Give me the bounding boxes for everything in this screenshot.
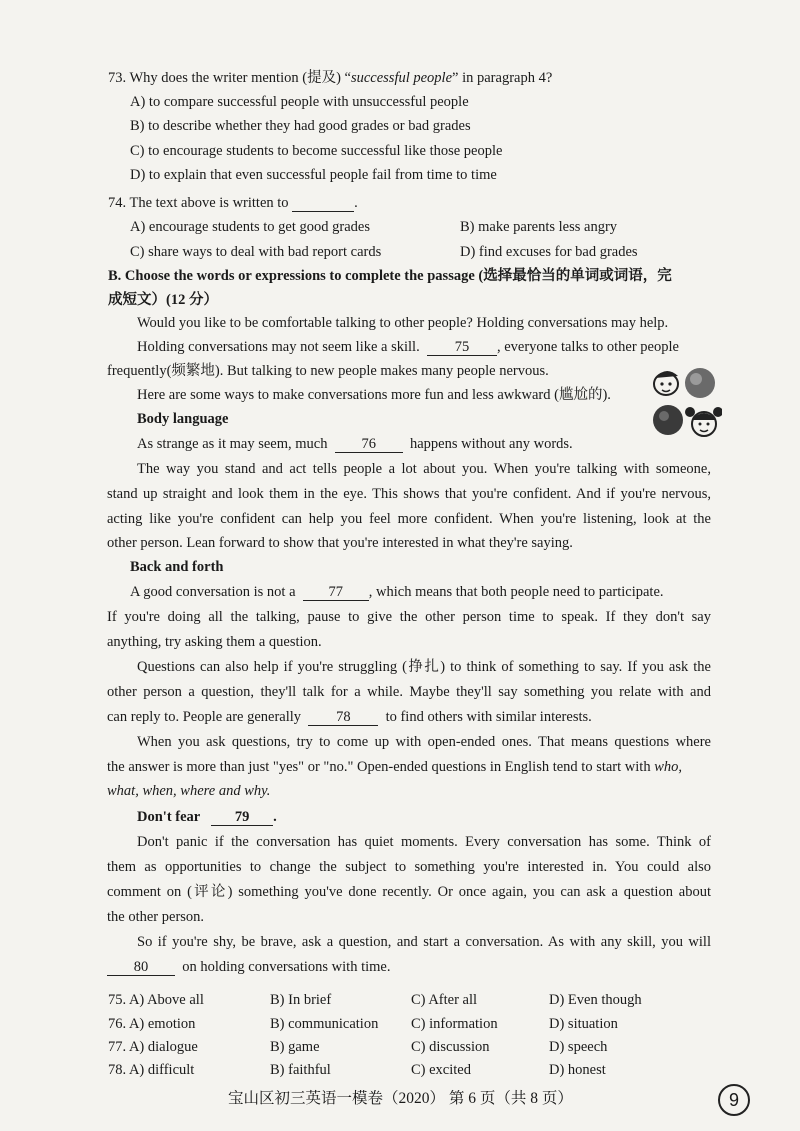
passage-p3: Here are some ways to make conversations more fun and less awkward (尴尬的). bbox=[137, 387, 611, 403]
blank-78: 78 bbox=[308, 709, 378, 726]
passage-p8-line3: what, when, where and why. bbox=[107, 783, 271, 799]
choice-78-b: B) faithful bbox=[270, 1062, 331, 1078]
blank-80: 80 bbox=[107, 959, 175, 976]
boy-face-icon bbox=[652, 366, 718, 400]
blank-77: 77 bbox=[303, 584, 369, 601]
passage-p7-line3: can reply to. People are generally 78 to find others with similar interests. bbox=[107, 709, 592, 725]
q74-option-b: B) make parents less angry bbox=[460, 219, 618, 235]
q74-stem: 74. The text above is written to . bbox=[108, 195, 358, 211]
choice-78-c: C) excited bbox=[411, 1062, 471, 1078]
passage-p8-line2: the answer is more than just "yes" or "no." Open-ended questions in English tend to start with who, bbox=[107, 759, 682, 775]
passage-p7-line1: Questions can also help if you're struggling (挣扎) to think of something to say. If you ask the bbox=[137, 659, 711, 675]
passage-p9-line1: Don't panic if the conversation has quiet moments. Every conversation has some. Think of bbox=[137, 834, 711, 850]
passage-p5-line2: stand up straight and look them in the eye. This shows that you're confident. And if you're nervous, bbox=[107, 486, 711, 502]
blank-79: 79 bbox=[211, 809, 273, 826]
q73-stem: 73. Why does the writer mention (提及) “successful people” in paragraph 4? bbox=[108, 70, 553, 86]
passage-p5-line4: other person. Lean forward to show that you're interested in what they're saying. bbox=[107, 535, 573, 551]
passage-p10-line2: 80 on holding conversations with time. bbox=[107, 957, 390, 977]
heading-body-language: Body language bbox=[137, 411, 229, 427]
blank-76: 76 bbox=[335, 436, 403, 453]
girl-face-icon bbox=[652, 402, 722, 440]
passage-p6-line3: anything, try asking them a question. bbox=[107, 634, 322, 650]
choice-77-b: B) game bbox=[270, 1039, 320, 1055]
choice-76-b: B) communication bbox=[270, 1016, 379, 1032]
choice-78-a: 78. A) difficult bbox=[108, 1062, 195, 1078]
choice-76-a: 76. A) emotion bbox=[108, 1016, 196, 1032]
passage-p8-line1: When you ask questions, try to come up with open-ended ones. That means questions where bbox=[137, 734, 711, 750]
passage-p9-line3: comment on (评论) something you've done recently. Or once again, you can ask a question about bbox=[107, 884, 711, 900]
choice-78-d: D) honest bbox=[549, 1062, 606, 1078]
passage-p5-line1: The way you stand and act tells people a lot about you. When you're talking with someone, bbox=[137, 461, 711, 477]
choice-75-d: D) Even though bbox=[549, 992, 642, 1008]
q73-option-a: A) to compare successful people with unsuccessful people bbox=[130, 94, 469, 110]
passage-p2: Holding conversations may not seem like a skill. 75 , everyone talks to other people bbox=[137, 339, 679, 355]
q74-option-d: D) find excuses for bad grades bbox=[460, 244, 638, 260]
passage-p9-line4: the other person. bbox=[107, 909, 205, 925]
q74-option-a: A) encourage students to get good grades bbox=[130, 219, 370, 235]
choice-76-c: C) information bbox=[411, 1016, 498, 1032]
choice-77-c: C) discussion bbox=[411, 1039, 490, 1055]
q73-option-b: B) to describe whether they had good grades or bad grades bbox=[130, 118, 471, 134]
section-b-heading-line2: 成短文）(12 分） bbox=[108, 292, 218, 308]
q74-blank bbox=[292, 195, 354, 212]
choice-77-a: 77. A) dialogue bbox=[108, 1039, 198, 1055]
passage-p9-line2: them as opportunities to change the subject to something you're interested in. You could also bbox=[107, 859, 711, 875]
heading-dont-fear: Don't fear 79 . bbox=[137, 809, 277, 825]
choice-75-a: 75. A) Above all bbox=[108, 992, 204, 1008]
passage-p4: As strange as it may seem, much 76 happens without any words. bbox=[137, 436, 573, 452]
blank-75: 75 bbox=[427, 339, 497, 356]
passage-p2-cont: frequently(频繁地). But talking to new people makes many people nervous. bbox=[107, 363, 549, 379]
section-b-heading-line1: B. Choose the words or expressions to complete the passage (选择最恰当的单词或词语，完 bbox=[108, 268, 672, 284]
choice-77-d: D) speech bbox=[549, 1039, 608, 1055]
q74-option-c: C) share ways to deal with bad report cards bbox=[130, 244, 382, 260]
passage-p1: Would you like to be comfortable talking to other people? Holding conversations may help. bbox=[137, 315, 669, 331]
heading-back-and-forth: Back and forth bbox=[130, 559, 224, 575]
choice-76-d: D) situation bbox=[549, 1016, 618, 1032]
choice-75-c: C) After all bbox=[411, 992, 478, 1008]
page-number-circle: 9 bbox=[718, 1084, 750, 1116]
passage-p6-line2: If you're doing all the talking, pause to give the other person time to speak. If they don't say bbox=[107, 609, 711, 625]
passage-p5-line3: acting like you're confident can help you feel more confident. When you're listening, look at the bbox=[107, 511, 711, 527]
passage-p10-line1: So if you're shy, be brave, ask a question, and start a conversation. As with any skill, you will bbox=[137, 934, 711, 950]
passage-p6: A good conversation is not a 77 , which means that both people need to participate. bbox=[130, 584, 664, 600]
q73-option-c: C) to encourage students to become successful like those people bbox=[130, 143, 503, 159]
choice-75-b: B) In brief bbox=[270, 992, 332, 1008]
page-footer: 宝山区初三英语一模卷（2020） 第 6 页（共 8 页） bbox=[228, 1090, 573, 1107]
passage-p7-line2: other person a question, they'll talk for a while. Maybe they'll say something you relate with and bbox=[107, 684, 711, 700]
q73-option-d: D) to explain that even successful people fail from time to time bbox=[130, 167, 497, 183]
